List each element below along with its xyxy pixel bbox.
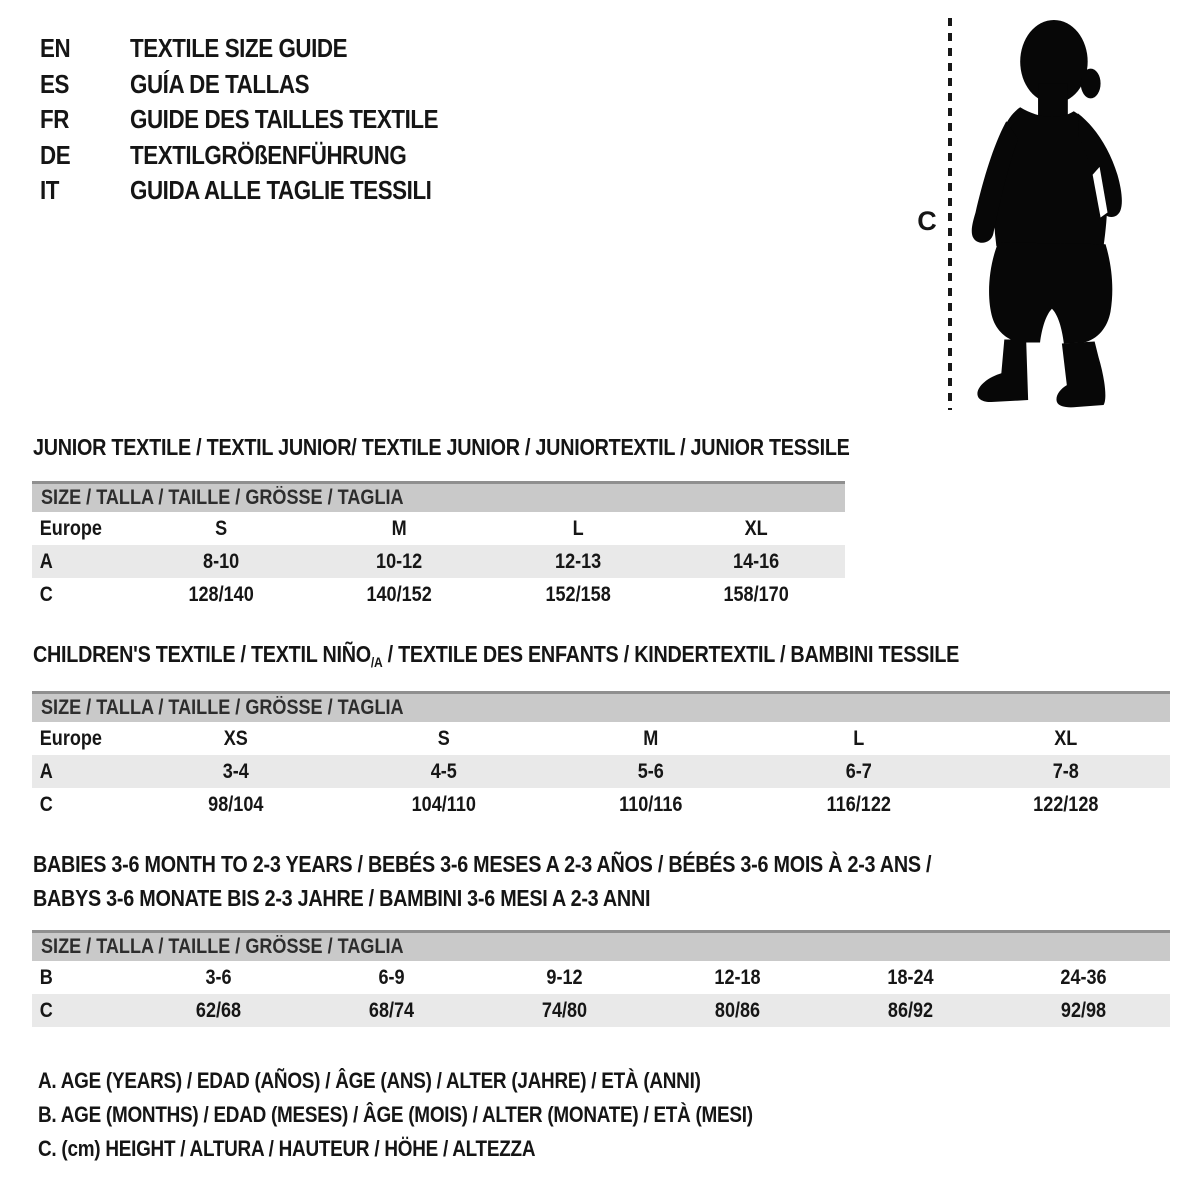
age-months-cell: 6-9 xyxy=(378,965,405,989)
toddler-silhouette-icon xyxy=(958,16,1133,408)
language-code: FR xyxy=(40,104,69,135)
junior-section-title-text: JUNIOR TEXTILE / TEXTIL JUNIOR/ TEXTILE JUNIOR / JUNIORTEXTIL / JUNIOR TESSILE xyxy=(33,434,850,460)
height-cell: 98/104 xyxy=(208,792,264,816)
junior-size-table xyxy=(32,481,845,611)
age-cell: 7-8 xyxy=(1053,759,1080,783)
age-months-cell: 24-36 xyxy=(1060,965,1107,989)
age-cell: 8-10 xyxy=(203,549,240,573)
height-measure-line xyxy=(946,18,954,410)
size-header-band xyxy=(32,481,845,512)
age-cell: 5-6 xyxy=(637,759,665,783)
height-cell: 116/122 xyxy=(826,792,891,816)
junior-row-height xyxy=(32,578,845,611)
guide-title-en: TEXTILE SIZE GUIDE xyxy=(130,33,348,64)
height-cell: 74/80 xyxy=(541,998,588,1022)
language-row-it xyxy=(40,173,488,209)
children-row-age xyxy=(32,755,1170,788)
language-row-en xyxy=(40,31,488,67)
language-code: EN xyxy=(40,33,71,64)
age-cell: 12-13 xyxy=(554,549,601,573)
legend-line-c xyxy=(38,1136,616,1162)
babies-title-line2: BABYS 3-6 MONATE BIS 2-3 JAHRE / BAMBINI 3-6 MESI A 2-3 ANNI xyxy=(33,885,651,911)
babies-section-title xyxy=(33,847,1078,915)
guide-title-es: GUÍA DE TALLAS xyxy=(130,68,310,99)
language-code: IT xyxy=(40,175,60,206)
babies-title-line1: BABIES 3-6 MONTH TO 2-3 YEARS / BEBÉS 3-6 MESES A 2-3 AÑOS / BÉBÉS 3-6 MOIS À 2-3 ANS / xyxy=(33,851,932,877)
age-cell: 4-5 xyxy=(430,759,457,783)
babies-size-table xyxy=(32,930,1170,1027)
height-cell: 80/86 xyxy=(714,998,761,1022)
children-section-title-text xyxy=(33,641,959,668)
legend-a-text: A. AGE (YEARS) / EDAD (AÑOS) / ÂGE (ANS) / ALTER (JAHRE) / ETÀ (ANNI) xyxy=(38,1068,701,1093)
height-cell: 68/74 xyxy=(368,998,415,1022)
size-cell: M xyxy=(643,726,659,750)
language-code: ES xyxy=(40,68,69,99)
size-cell: M xyxy=(391,516,407,540)
guide-title-fr: GUIDE DES TAILLES TEXTILE xyxy=(130,104,439,135)
legend-line-b xyxy=(38,1102,869,1128)
children-row-height xyxy=(32,788,1170,821)
legend-c-text: C. (cm) HEIGHT / ALTURA / HAUTEUR / HÖHE / ALTEZZA xyxy=(38,1136,536,1161)
height-cell: 122/128 xyxy=(1033,792,1099,816)
height-cell: 128/140 xyxy=(188,582,254,606)
guide-title-it: GUIDA ALLE TAGLIE TESSILI xyxy=(130,175,432,206)
age-months-cell: 3-6 xyxy=(205,965,232,989)
row-label: C xyxy=(39,792,53,816)
row-label: A xyxy=(39,549,53,573)
children-title-main: CHILDREN'S TEXTILE / TEXTIL NIÑO xyxy=(33,641,371,667)
row-label: A xyxy=(39,759,53,783)
age-months-cell: 9-12 xyxy=(546,965,583,989)
guide-title-de: TEXTILGRÖßENFÜHRUNG xyxy=(130,139,407,170)
height-cell: 152/158 xyxy=(544,582,611,606)
row-label: C xyxy=(39,582,53,606)
legend-line-a xyxy=(38,1068,809,1094)
size-header-text: SIZE / TALLA / TAILLE / GRÖSSE / TAGLIA xyxy=(41,696,404,719)
height-cell: 92/98 xyxy=(1060,998,1107,1022)
babies-row-height xyxy=(32,994,1170,1027)
children-title-subscript: /A xyxy=(370,654,383,670)
size-header-band xyxy=(32,930,1170,961)
height-cell: 158/170 xyxy=(723,582,789,606)
height-cell: 62/68 xyxy=(195,998,242,1022)
size-cell: L xyxy=(572,516,584,540)
language-title-list xyxy=(40,31,488,209)
language-code: DE xyxy=(40,139,71,170)
junior-row-age xyxy=(32,545,845,578)
age-months-cell: 12-18 xyxy=(714,965,761,989)
children-title-rest: / TEXTILE DES ENFANTS / KINDERTEXTIL / BAMBINI TESSILE xyxy=(382,641,960,667)
children-row-europe xyxy=(32,722,1170,755)
row-label: Europe xyxy=(39,516,102,540)
size-header-band xyxy=(32,691,1170,722)
junior-section-title xyxy=(33,434,983,461)
language-row-es xyxy=(40,67,488,103)
children-size-table xyxy=(32,691,1170,821)
age-months-cell: 18-24 xyxy=(887,965,934,989)
row-label: B xyxy=(39,965,53,989)
height-measure-label: C xyxy=(917,206,937,236)
height-cell: 140/152 xyxy=(366,582,433,606)
legend-b-text: B. AGE (MONTHS) / EDAD (MESES) / ÂGE (MOIS) / ALTER (MONATE) / ETÀ (MESI) xyxy=(38,1102,753,1127)
size-cell: L xyxy=(853,726,865,750)
size-header-text: SIZE / TALLA / TAILLE / GRÖSSE / TAGLIA xyxy=(41,935,404,958)
size-cell: XL xyxy=(1054,726,1078,750)
size-cell: XS xyxy=(223,726,248,750)
age-cell: 3-4 xyxy=(222,759,249,783)
language-row-fr xyxy=(40,102,488,138)
size-cell: XL xyxy=(744,516,768,540)
age-cell: 6-7 xyxy=(845,759,872,783)
height-cell: 104/110 xyxy=(411,792,476,816)
age-cell: 10-12 xyxy=(376,549,423,573)
size-header-text: SIZE / TALLA / TAILLE / GRÖSSE / TAGLIA xyxy=(41,486,404,509)
age-cell: 14-16 xyxy=(732,549,779,573)
row-label: C xyxy=(39,998,53,1022)
height-cell: 110/116 xyxy=(619,792,683,816)
size-cell: S xyxy=(215,516,228,540)
babies-row-months xyxy=(32,961,1170,994)
children-section-title xyxy=(33,641,1110,668)
junior-row-europe xyxy=(32,512,845,545)
height-cell: 86/92 xyxy=(887,998,934,1022)
size-cell: S xyxy=(437,726,450,750)
row-label: Europe xyxy=(39,726,102,750)
language-row-de xyxy=(40,138,488,174)
